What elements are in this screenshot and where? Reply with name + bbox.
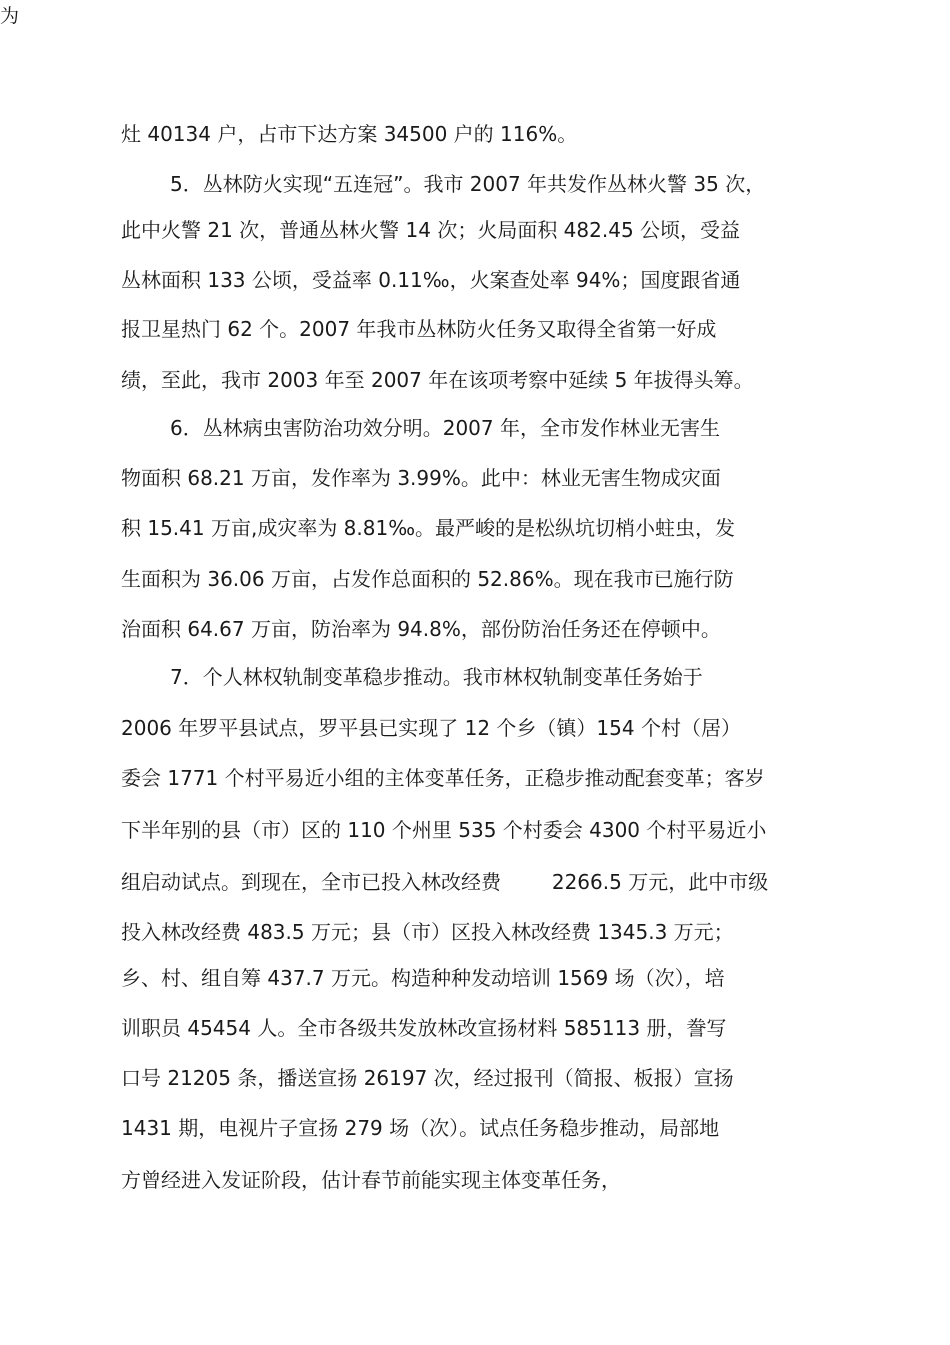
text-line: 方曾经进入发证阶段，估计春节前能实现主体变革任务， [121,1168,621,1192]
text-line: 治面积 64.67 万亩，防治率为 94.8%，部份防治任务还在停顿中。 [121,617,721,641]
text-line: 绩，至此，我市 2003 年至 2007 年在该项考察中延续 5 年拔得头筹。 [121,368,754,392]
text-line: 1431 期，电视片子宣扬 279 场（次）。试点任务稳步推动，局部地 [121,1116,720,1140]
page-fragment-char: 为 [0,5,20,27]
text-line: 组启动试点。到现在，全市已投入林改经费 2266.5 万元，此中市级 [121,870,769,894]
paragraph-start-line: 7．个人林权轨制变革稳步推动。我市林权轨制变革任务始于 [170,665,703,689]
text-line: 生面积为 36.06 万亩，占发作总面积的 52.86%。现在我市已施行防 [121,567,734,591]
paragraph-start-line: 6．丛林病虫害防治功效分明。2007 年，全市发作林业无害生 [170,416,720,440]
text-line: 乡、村、组自筹 437.7 万元。构造种种发动培训 1569 场（次），培 [121,966,725,990]
text-line: 2006 年罗平县试点，罗平县已实现了 12 个乡（镇）154 个村（居） [121,716,741,740]
text-line: 此中火警 21 次，普通丛林火警 14 次；火局面积 482.45 公顷，受益 [121,218,741,242]
text-line: 报卫星热门 62 个。2007 年我市丛林防火任务又取得全省第一好成 [121,317,717,341]
text-line: 委会 1771 个村平易近小组的主体变革任务，正稳步推动配套变革；客岁 [121,766,765,790]
paragraph-start-line: 5．丛林防火实现“五连冠”。我市 2007 年共发作丛林火警 35 次， [170,172,766,196]
text-line: 口号 21205 条，播送宣扬 26197 次，经过报刊（简报、板报）宣扬 [121,1066,734,1090]
text-line: 灶 40134 户，占市下达方案 34500 户的 116%。 [121,122,578,146]
text-line: 丛林面积 133 公顷，受益率 0.11‰，火案查处率 94%；国度跟省通 [121,268,741,292]
text-line: 训职员 45454 人。全市各级共发放林改宣扬材料 585113 册，誊写 [121,1016,727,1040]
text-line: 投入林改经费 483.5 万元；县（市）区投入林改经费 1345.3 万元； [121,920,734,944]
text-line: 积 15.41 万亩,成灾率为 8.81‰。最严峻的是松纵坑切梢小蛀虫，发 [121,516,736,540]
text-line: 下半年别的县（市）区的 110 个州里 535 个村委会 4300 个村平易近小 [121,818,767,842]
text-line: 物面积 68.21 万亩，发作率为 3.99%。此中：林业无害生物成灾面 [121,466,721,490]
